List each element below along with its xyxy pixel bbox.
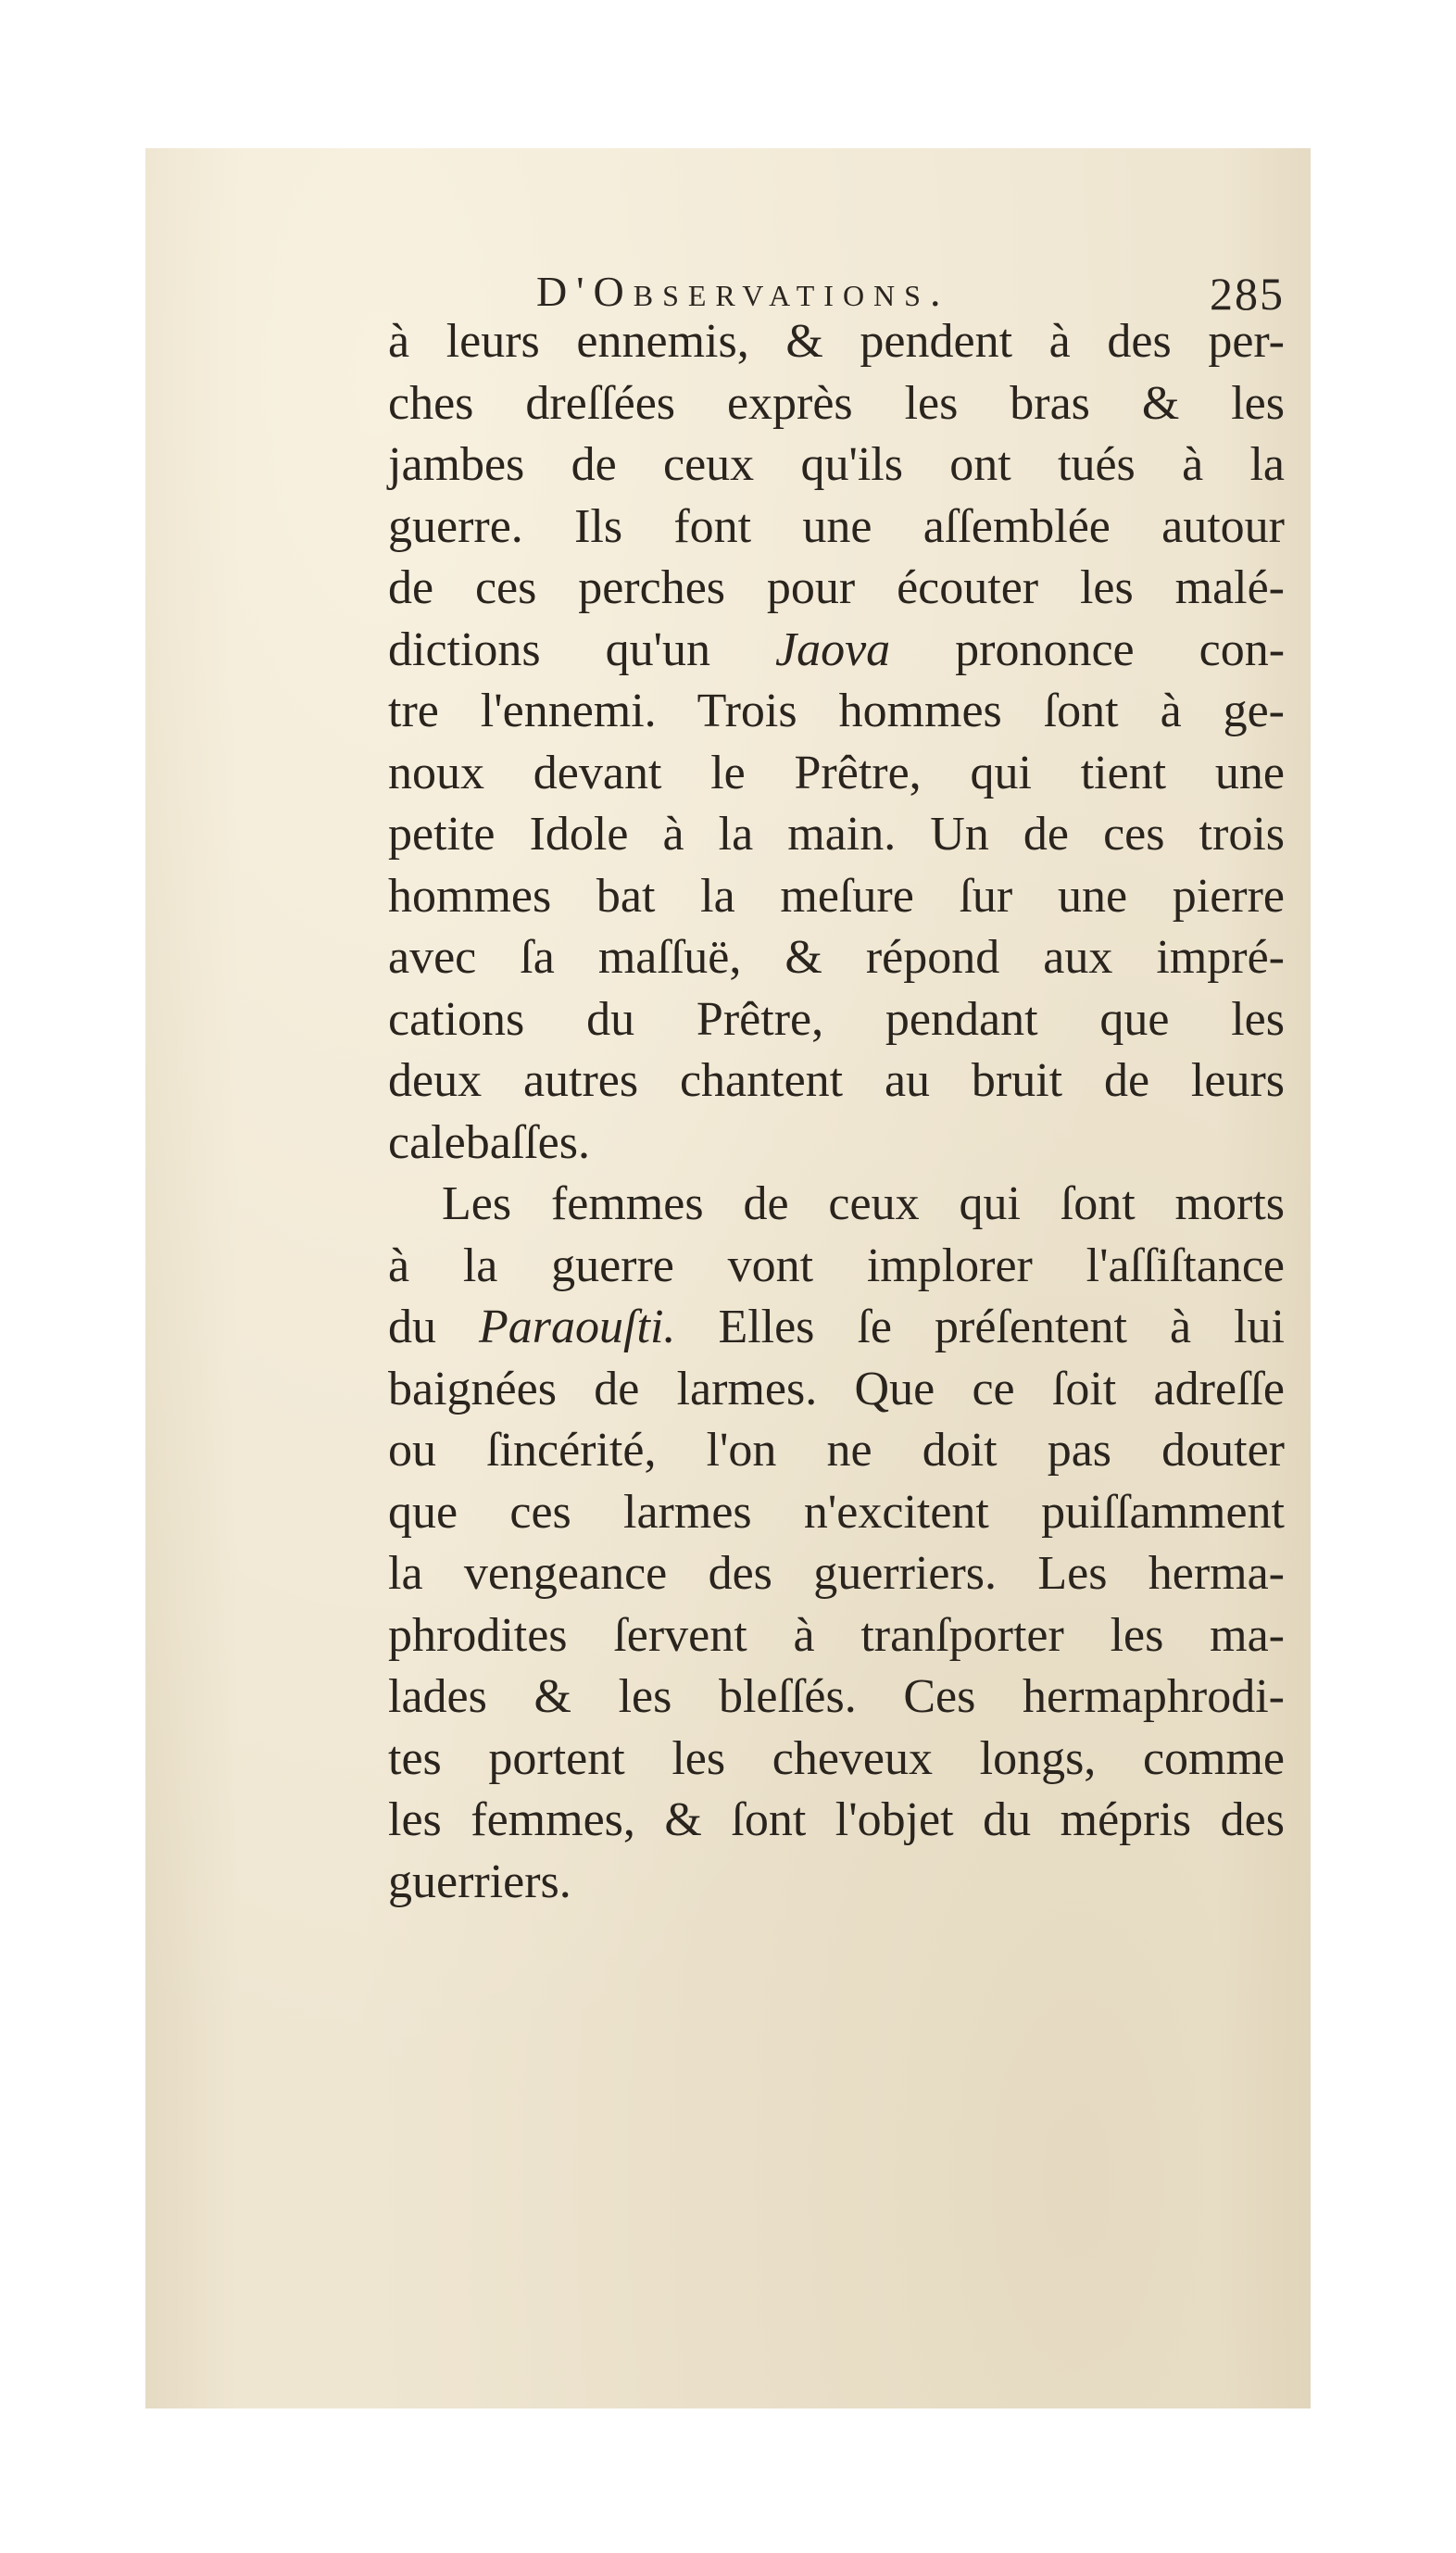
- text-segment: deux autres chantent au bruit de leurs: [388, 1054, 1285, 1107]
- text-segment: lades & les bleſſés. Ces hermaphrodi-: [388, 1670, 1285, 1723]
- text-line: [388, 1605, 1285, 1667]
- text-segment: à leurs ennemis, & pendent à des per-: [388, 315, 1285, 368]
- text-segment: Elles ſe préſentent à lui: [675, 1301, 1285, 1353]
- text-segment: Les femmes de ceux qui ſont morts: [442, 1177, 1285, 1230]
- text-segment: de ces perches pour écouter les malé-: [388, 561, 1285, 614]
- text-line: [388, 558, 1285, 620]
- text-segment: baignées de larmes. Que ce ſoit adreſſe: [388, 1362, 1285, 1415]
- text-line: [388, 373, 1285, 435]
- text-line: [388, 743, 1285, 805]
- running-title: D'Observations.: [536, 268, 950, 315]
- italic-text: Jaova: [775, 623, 891, 676]
- text-segment: petite Idole à la main. Un de ces trois: [388, 808, 1285, 861]
- text-segment: les femmes, & ſont l'objet du mépris des: [388, 1793, 1285, 1846]
- text-segment: calebaſſes.: [388, 1115, 590, 1169]
- text-segment: dictions qu'un: [388, 623, 775, 676]
- page-number: 285: [1210, 268, 1285, 320]
- paragraph: [388, 311, 1285, 1174]
- text-segment: tes portent les cheveux longs, comme: [388, 1731, 1285, 1785]
- text-segment: avec ſa maſſuë, & répond aux impré-: [388, 931, 1285, 984]
- text-segment: à la guerre vont implorer l'aſſiſtance: [388, 1239, 1285, 1292]
- text-segment: hommes bat la meſure ſur une pierre: [388, 869, 1285, 923]
- text-segment: ou ſincérité, l'on ne doit pas douter: [388, 1424, 1285, 1477]
- text-segment: prononce con-: [890, 623, 1286, 676]
- text-line: [388, 1482, 1285, 1544]
- text-line: [388, 1790, 1285, 1852]
- text-line: [388, 866, 1285, 928]
- text-line: [388, 1420, 1285, 1482]
- text-segment: que ces larmes n'excitent puiſſamment: [388, 1485, 1285, 1539]
- text-segment: la vengeance des guerriers. Les herma-: [388, 1547, 1285, 1600]
- text-segment: cations du Prêtre, pendant que les: [388, 992, 1285, 1046]
- text-line: [388, 1174, 1285, 1236]
- italic-text: Paraouſti.: [479, 1301, 676, 1353]
- text-segment: tre l'ennemi. Trois hommes ſont à ge-: [388, 685, 1285, 737]
- text-line: [388, 620, 1285, 682]
- text-line: [388, 927, 1285, 989]
- text-line: [388, 1852, 1285, 1914]
- text-line: [388, 681, 1285, 743]
- text-line: [388, 1236, 1285, 1298]
- paragraph: [388, 1174, 1285, 1913]
- text-line: [388, 311, 1285, 373]
- text-segment: jambes de ceux qu'ils ont tués à la: [388, 438, 1285, 491]
- book-page: [145, 148, 1311, 2408]
- body-text: [388, 311, 1285, 1913]
- text-line: [388, 497, 1285, 559]
- text-line: [388, 1666, 1285, 1729]
- text-line: [388, 1297, 1285, 1359]
- text-line: [388, 1729, 1285, 1791]
- text-segment: guerriers.: [388, 1855, 571, 1908]
- text-segment: noux devant le Prêtre, qui tient une: [388, 746, 1285, 799]
- text-segment: guerre. Ils font une aſſemblée autour: [388, 499, 1285, 553]
- text-line: [388, 804, 1285, 866]
- text-line: [388, 1050, 1285, 1113]
- text-segment: du: [388, 1301, 480, 1353]
- text-line: [388, 1359, 1285, 1421]
- text-line: [388, 434, 1285, 497]
- text-line: [388, 1543, 1285, 1605]
- text-line: [388, 989, 1285, 1051]
- text-segment: ches dreſſées exprès les bras & les: [388, 376, 1285, 430]
- text-line: [388, 1113, 1285, 1175]
- text-segment: phrodites ſervent à tranſporter les ma-: [388, 1608, 1285, 1662]
